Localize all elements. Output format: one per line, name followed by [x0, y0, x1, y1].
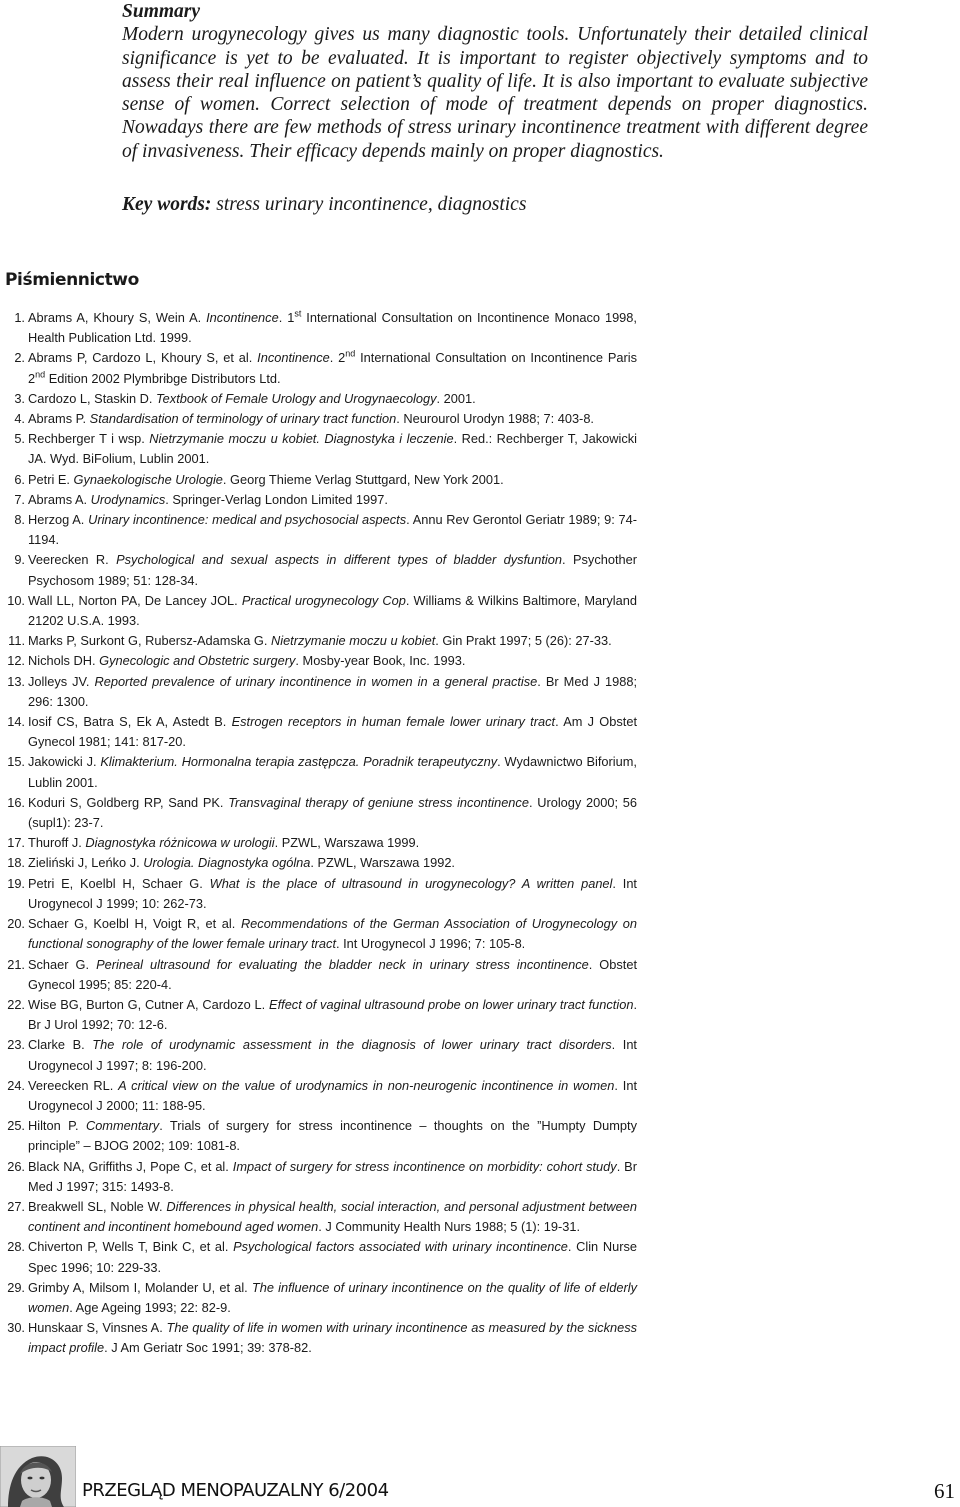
reference-title: Gynecologic and Obstetric surgery — [99, 653, 296, 669]
reference-item — [5, 550, 637, 590]
reference-title: Psychological and sexual aspects in different types of bladder dysfuntion — [116, 552, 563, 568]
reference-number: 26. — [7, 1158, 25, 1174]
reference-source: . 2 — [329, 350, 346, 366]
reference-title: Effect of vaginal ultrasound probe on lower urinary tract function — [269, 996, 634, 1012]
reference-source: . J Am Geriatr Soc 1991; 39: 378-82. — [104, 1340, 312, 1356]
reference-title: Gynaekologische Urologie — [73, 471, 223, 487]
reference-number: 19. — [7, 875, 25, 891]
author-photo — [0, 1446, 76, 1507]
reference-source: . Mosby-year Book, Inc. 1993. — [295, 653, 466, 669]
reference-authors: Abrams A, Khoury S, Wein A. — [28, 310, 207, 325]
reference-number: 16. — [7, 794, 25, 810]
reference-authors: Herzog A. — [28, 512, 89, 528]
reference-title: What is the place of ultrasound in urogynecology? A written panel — [209, 875, 613, 891]
reference-authors: Abrams P, Cardozo L, Khoury S, et al. — [28, 350, 258, 366]
reference-authors: Iosif CS, Batra S, Ek A, Astedt B. — [28, 714, 232, 730]
reference-title: Standardisation of terminology of urinary tract function — [89, 411, 397, 427]
reference-item — [5, 1237, 637, 1277]
references-heading: Piśmiennictwo — [5, 270, 139, 290]
reference-title: The influence of urinary incontinence on the quality of life of elderly women — [28, 1279, 638, 1315]
journal-title: PRZEGLĄD MENOPAUZALNY 6/2004 — [82, 1480, 389, 1501]
reference-authors: Koduri S, Goldberg RP, Sand PK. — [28, 794, 229, 810]
reference-source: . Int Urogynecol J 1996; 7: 105-8. — [336, 936, 526, 952]
reference-title: The quality of life in women with urinary incontinence as measured by the sickness impact profile — [28, 1320, 637, 1356]
reference-source: . 2001. — [436, 390, 476, 406]
reference-authors: Vereecken RL. — [28, 1077, 119, 1093]
reference-source: . PZWL, Warszawa 1992. — [310, 855, 455, 871]
reference-source: . Psychother Psychosom 1989; 51: 128-34. — [28, 552, 638, 588]
reference-authors: Jakowicki J. — [28, 754, 101, 770]
reference-source: . Trials of surgery for stress incontinence – thoughts on the ”Humpty Dumpty principle” – BJOG 2002; 109: 1081-8. — [28, 1118, 637, 1154]
reference-title: Differences in physical health, social interaction, and personal adjustment between continent and incontinent homebound aged women — [28, 1198, 637, 1235]
reference-source: . Obstet Gynecol 1995; 85: 220-4. — [28, 956, 637, 992]
reference-number: 14. — [7, 714, 25, 730]
reference-number: 10. — [7, 592, 25, 608]
reference-authors: Cardozo L, Staskin D. — [28, 390, 157, 406]
reference-superscript: nd — [35, 369, 46, 380]
reference-authors: Hilton P. — [28, 1118, 86, 1134]
reference-authors: Wise BG, Burton G, Cutner A, Cardozo L. — [28, 996, 270, 1012]
reference-number: 25. — [7, 1118, 25, 1134]
reference-source: . Int Urogynecol J 1997; 8: 196-200. — [28, 1037, 637, 1073]
reference-number: 12. — [7, 653, 25, 669]
reference-number: 21. — [7, 956, 25, 972]
reference-number: 9. — [14, 552, 25, 568]
reference-title: Commentary — [85, 1118, 160, 1134]
reference-superscript: nd — [345, 349, 356, 360]
reference-item — [5, 1278, 637, 1318]
reference-title: Diagnostyka różnicowa w urologii — [85, 835, 275, 851]
reference-title: Transvaginal therapy of geniune stress incontinence — [228, 794, 529, 810]
reference-item — [5, 348, 637, 388]
reference-item — [5, 1157, 637, 1197]
reference-authors: Schaer G, Koelbl H, Voigt R, et al. — [28, 916, 241, 932]
reference-number: 2. — [14, 350, 25, 366]
reference-number: 15. — [7, 754, 25, 770]
reference-item — [5, 995, 637, 1035]
reference-authors: Schaer G. — [28, 956, 97, 972]
reference-source: . Red.: Rechberger T, Jakowicki JA. Wyd. BiFolium, Lublin 2001. — [28, 431, 637, 467]
keywords-text: stress urinary incontinence, diagnostics — [216, 194, 527, 215]
page-number: 61 — [934, 1479, 955, 1503]
reference-item — [5, 631, 637, 651]
reference-authors: Abrams P. — [28, 411, 90, 427]
reference-title: Estrogen receptors in human female lower urinary tract — [231, 714, 556, 730]
reference-item — [5, 1076, 637, 1116]
reference-item — [5, 1197, 637, 1237]
reference-number: 23. — [7, 1037, 25, 1053]
reference-authors: Petri E. — [28, 471, 74, 487]
reference-item — [5, 389, 637, 409]
reference-source: . Annu Rev Gerontol Geriatr 1989; 9: 74-1194. — [28, 512, 638, 548]
reference-authors: Clarke B. — [28, 1037, 93, 1053]
reference-list — [5, 308, 637, 1359]
reference-number: 29. — [7, 1279, 25, 1295]
keywords-label: Key words: — [122, 194, 212, 215]
reference-source: . Br J Urol 1992; 70: 12-6. — [28, 996, 637, 1033]
reference-authors: Petri E, Koelbl H, Schaer G. — [28, 875, 210, 891]
reference-item — [5, 510, 637, 550]
reference-source: . PZWL, Warszawa 1999. — [274, 835, 420, 851]
reference-title: Nietrzymanie moczu u kobiet — [270, 633, 436, 649]
reference-source-end: Edition 2002 Plymbribge Distributors Ltd. — [45, 370, 281, 386]
reference-number: 20. — [7, 916, 25, 932]
reference-number: 24. — [7, 1077, 25, 1093]
reference-source: . Int Urogynecol J 1999; 10: 262-73. — [28, 875, 637, 911]
reference-item — [5, 833, 637, 853]
reference-source-continued: International Consultation on Incontinence Monaco 1998, Health Publication Ltd. 1999. — [28, 310, 637, 346]
reference-authors: Wall LL, Norton PA, De Lancey JOL. — [28, 592, 242, 608]
reference-title: Perineal ultrasound for evaluating the bladder neck in urinary stress incontinence — [96, 956, 589, 972]
reference-authors: Breakwell SL, Noble W. — [28, 1198, 167, 1214]
reference-authors: Hunskaar S, Vinsnes A. — [28, 1320, 167, 1336]
reference-source: . Age Ageing 1993; 22: 82-9. — [69, 1299, 231, 1315]
reference-authors: Veerecken R. — [28, 552, 117, 568]
reference-number: 27. — [7, 1198, 25, 1214]
reference-number: 5. — [14, 431, 25, 447]
reference-item — [5, 1035, 637, 1075]
reference-number: 17. — [7, 835, 25, 851]
reference-title: Practical urogynecology Cop — [241, 592, 406, 608]
reference-authors: Black NA, Griffiths J, Pope C, et al. — [28, 1158, 233, 1174]
reference-authors: Marks P, Surkont G, Rubersz-Adamska G. — [28, 633, 271, 649]
reference-source: . Gin Prakt 1997; 5 (26): 27-33. — [435, 633, 612, 649]
reference-item — [5, 429, 637, 469]
reference-authors: Jolleys JV. — [28, 673, 95, 689]
reference-item — [5, 955, 637, 995]
reference-title: The role of urodynamic assessment in the diagnosis of lower urinary tract disorders — [92, 1037, 612, 1053]
reference-title: Textbook of Female Urology and Urogynaecology — [156, 390, 437, 406]
reference-source: . Neurourol Urodyn 1988; 7: 403-8. — [396, 411, 594, 427]
reference-source: . Williams & Wilkins Baltimore, Maryland 21202 U.S.A. 1993. — [28, 592, 637, 629]
summary-section — [122, 0, 868, 163]
reference-item — [5, 853, 637, 873]
reference-item — [5, 1116, 637, 1156]
reference-number: 4. — [14, 411, 25, 427]
reference-source-continued: International Consultation on Incontinence Paris 2 — [28, 350, 637, 386]
reference-source: . 1 — [278, 310, 295, 325]
keywords — [122, 193, 526, 217]
reference-title: Impact of surgery for stress incontinence on morbidity: cohort study — [232, 1158, 617, 1174]
reference-title: Urodynamics — [90, 491, 166, 507]
reference-authors: Grimby A, Milsom I, Molander U, et al. — [28, 1279, 252, 1295]
reference-authors: Zieliński J, Leńko J. — [28, 855, 144, 871]
reference-authors: Abrams A. — [28, 491, 91, 507]
reference-title: Nietrzymanie moczu u kobiet. Diagnostyka i leczenie — [149, 431, 454, 447]
reference-item — [5, 914, 637, 954]
reference-authors: Chiverton P, Wells T, Bink C, et al. — [28, 1239, 234, 1255]
reference-title: Urologia. Diagnostyka ogólna — [143, 855, 311, 871]
reference-item — [5, 1318, 637, 1358]
reference-source: . Wydawnictwo Biforium, Lublin 2001. — [28, 754, 637, 790]
reference-number: 22. — [7, 996, 25, 1012]
reference-source: . Br Med J 1988; 296: 1300. — [28, 673, 638, 709]
reference-number: 30. — [7, 1320, 25, 1336]
reference-item — [5, 308, 637, 348]
reference-authors: Thuroff J. — [28, 835, 86, 851]
reference-authors: Rechberger T i wsp. — [28, 431, 150, 447]
reference-item — [5, 591, 637, 631]
reference-item — [5, 793, 637, 833]
reference-source: . J Community Health Nurs 1988; 5 (1): 19-31. — [318, 1219, 581, 1235]
reference-title: Psychological factors associated with urinary incontinence — [233, 1239, 568, 1255]
reference-source: . Urology 2000; 56 (supl1): 23-7. — [28, 794, 637, 831]
reference-item — [5, 470, 637, 490]
reference-number: 28. — [7, 1239, 25, 1255]
reference-title: Incontinence — [257, 350, 330, 366]
reference-title: Reported prevalence of urinary incontinence in women in a general practise — [94, 673, 538, 689]
reference-title: Recommendations of the German Association of Urogynecology on functional sonography of the lower female urinary tract — [28, 916, 637, 952]
reference-number: 11. — [8, 633, 25, 649]
reference-source: . Springer-Verlag London Limited 1997. — [165, 491, 388, 507]
reference-item — [5, 490, 637, 510]
reference-source: . Br Med J 1997; 315: 1493-8. — [28, 1158, 637, 1194]
reference-source: . Am J Obstet Gynecol 1981; 141: 817-20. — [28, 714, 638, 750]
reference-title: Klimakterium. Hormonalna terapia zastępcza. Poradnik terapeutyczny — [100, 754, 498, 770]
reference-title: Urinary incontinence: medical and psychosocial aspects — [88, 512, 407, 528]
reference-source: . Georg Thieme Verlag Stuttgard, New York 2001. — [222, 471, 504, 487]
reference-number: 7. — [14, 491, 25, 507]
summary-text: Modern urogynecology gives us many diagnostic tools. Unfortunately their detailed clinical significance is yet to be evaluated. It is important to register objectively symptoms and to assess their real influence on patient’s quality of life. It is also important to evaluate subjective sense of women. Correct selection of mode of treatment depends on proper diagnostics. Nowadays there are few methods of stress urinary incontinence treatment with different degree of invasiveness. Their efficacy depends mainly on proper diagnostics. — [122, 24, 868, 162]
reference-number: 6. — [14, 471, 25, 487]
reference-title: A critical view on the value of urodynamics in non-neurogenic incontinence in women — [118, 1077, 615, 1093]
reference-item — [5, 672, 637, 712]
reference-title: Incontinence — [206, 310, 279, 325]
reference-authors: Nichols DH. — [28, 653, 100, 669]
reference-superscript: st — [294, 308, 302, 319]
reference-item — [5, 409, 637, 429]
reference-item — [5, 752, 637, 792]
reference-source: . Clin Nurse Spec 1996; 10: 229-33. — [28, 1239, 637, 1275]
reference-number: 13. — [7, 673, 25, 689]
reference-source: . Int Urogynecol J 2000; 11: 188-95. — [28, 1077, 638, 1113]
reference-number: 18. — [7, 855, 25, 871]
reference-item — [5, 651, 637, 671]
reference-number: 8. — [14, 512, 25, 528]
reference-item — [5, 712, 637, 752]
reference-item — [5, 874, 637, 914]
reference-number: 1. — [14, 310, 25, 325]
summary-heading: Summary — [122, 1, 201, 22]
reference-number: 3. — [14, 390, 25, 406]
